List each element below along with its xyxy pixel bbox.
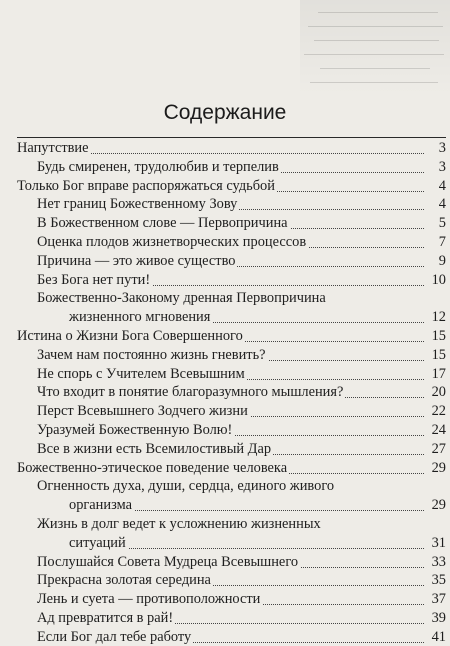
toc-page-number: 10 <box>424 273 446 287</box>
toc-entry <box>17 458 446 477</box>
toc-page-number: 31 <box>424 536 446 550</box>
toc-entry <box>17 627 446 646</box>
toc-page-number: 39 <box>424 611 446 625</box>
toc-entry-title: Огненность духа, души, сердца, единого живого <box>37 478 335 495</box>
toc-page-number: 3 <box>424 141 446 155</box>
toc-entry-title: Истина о Жизни Бога Совершенного <box>17 327 243 344</box>
toc-entry <box>17 213 446 232</box>
toc-entry <box>17 570 446 589</box>
page-title: Содержание <box>163 101 287 124</box>
toc-entry <box>17 270 446 289</box>
toc-page-number: 41 <box>424 630 446 644</box>
toc-entry-title: Божественно-Законому дренная Первопричина <box>37 290 326 307</box>
toc-entry <box>17 420 446 439</box>
toc-entry-title: организма <box>69 497 132 514</box>
toc-page-number: 20 <box>424 385 446 399</box>
toc-entry-title: Уразумей Божественную Волю! <box>37 421 233 438</box>
toc-entry <box>17 176 446 195</box>
toc-entry-title: Причина — это живое существо <box>37 252 236 269</box>
toc-page-number: 17 <box>424 367 446 381</box>
toc-entry-title: Ад превратится в рай! <box>37 609 174 626</box>
toc-entry-title: Прекрасна золотая середина <box>37 572 211 589</box>
toc-entry-title: Все в жизни есть Всемилостивый Дар <box>37 440 272 457</box>
toc-page-number: 15 <box>424 329 446 343</box>
toc-entry-title: Напутствие <box>17 140 89 156</box>
toc-entry-title: Что входит в понятие благоразумного мышления? <box>37 384 344 401</box>
toc-page-number: 22 <box>424 404 446 418</box>
toc-entry-title: Без Бога нет пути! <box>37 271 151 288</box>
toc-entry <box>17 138 446 157</box>
toc-entry <box>17 552 446 571</box>
toc-page-number: 5 <box>424 216 446 230</box>
toc-entry-title: ситуаций <box>69 534 126 551</box>
toc-entry <box>17 232 446 251</box>
toc-entry-title: Если Бог дал тебе работу <box>37 628 192 645</box>
toc-page-number: 35 <box>424 573 446 587</box>
toc-page-number: 24 <box>424 423 446 437</box>
toc-page-number: 3 <box>424 160 446 174</box>
toc-page-number: 29 <box>424 498 446 512</box>
toc-entry <box>17 495 446 514</box>
toc-page-number: 33 <box>424 555 446 569</box>
toc-page-number: 37 <box>424 592 446 606</box>
toc-entry <box>17 326 446 345</box>
toc-entry <box>17 194 446 213</box>
toc-entry-title: Зачем нам постоянно жизнь гневить? <box>37 346 266 363</box>
toc-entry <box>17 364 446 383</box>
toc-entry-title: Только Бог вправе распоряжаться судьбой <box>17 177 275 194</box>
toc-entry <box>17 307 446 326</box>
toc-entry-title: Перст Всевышнего Зодчего жизни <box>37 403 248 420</box>
toc-page-number: 15 <box>424 348 446 362</box>
toc-page-number: 29 <box>424 461 446 475</box>
toc-entry <box>17 608 446 627</box>
table-of-contents <box>17 138 446 646</box>
toc-page-number: 12 <box>424 310 446 324</box>
toc-entry <box>17 476 446 495</box>
toc-entry-title: Будь смиренен, трудолюбив и терпелив <box>37 158 279 175</box>
toc-entry <box>17 251 446 270</box>
toc-entry <box>17 382 446 401</box>
toc-entry <box>17 288 446 307</box>
toc-entry-title: Не спорь с Учителем Всевышним <box>37 365 245 382</box>
toc-entry <box>17 401 446 420</box>
toc-entry-title: жизненного мгновения <box>69 309 211 326</box>
toc-page-number: 4 <box>424 197 446 211</box>
facing-page-bleed <box>300 0 450 95</box>
toc-entry-title: Послушайся Совета Мудреца Всевышнего <box>37 553 299 570</box>
toc-entry-title: Оценка плодов жизнетворческих процессов <box>37 233 307 250</box>
toc-entry-title: Жизнь в долг ведет к усложнению жизненных <box>37 515 321 532</box>
toc-entry <box>17 533 446 552</box>
toc-entry <box>17 157 446 176</box>
toc-entry <box>17 514 446 533</box>
toc-entry-title: Лень и суета — противоположности <box>37 591 261 608</box>
toc-entry-title: Божественно-этическое поведение человека <box>17 459 288 476</box>
toc-entry-title: В Божественном слове — Первопричина <box>37 215 288 232</box>
toc-entry <box>17 439 446 458</box>
toc-entry <box>17 345 446 364</box>
toc-entry <box>17 589 446 608</box>
toc-entry-title: Нет границ Божественному Зову <box>37 196 238 213</box>
toc-page-number: 4 <box>424 179 446 193</box>
toc-page-number: 9 <box>424 254 446 268</box>
toc-page-number: 7 <box>424 235 446 249</box>
toc-page-number: 27 <box>424 442 446 456</box>
